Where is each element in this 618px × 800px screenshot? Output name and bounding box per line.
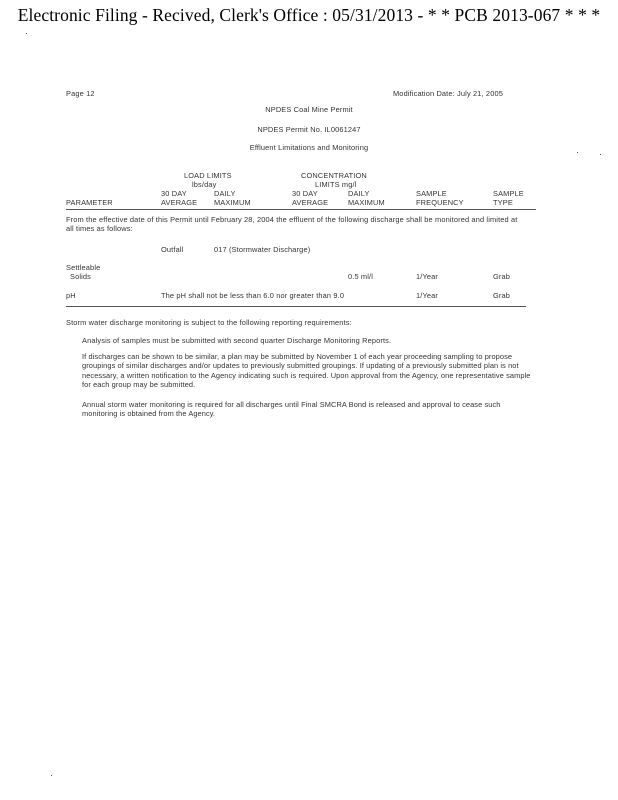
- col-conc-average: AVERAGE: [292, 198, 329, 207]
- note-paragraph-1: Analysis of samples must be submitted with second quarter Discharge Monitoring Reports.: [82, 336, 392, 345]
- load-limits-unit: lbs/day: [192, 180, 217, 189]
- col-load-30day: 30 DAY: [161, 189, 187, 198]
- col-sample-2: SAMPLE: [493, 189, 524, 198]
- permit-title: NPDES Coal Mine Permit: [265, 105, 353, 114]
- concentration-unit: LIMITS mg/l: [315, 180, 357, 189]
- page-number: Page 12: [66, 89, 95, 98]
- col-conc-maximum: MAXIMUM: [348, 198, 385, 207]
- row-frequency: 1/Year: [416, 291, 438, 300]
- intro-line-2: all times as follows:: [66, 224, 133, 233]
- col-load-daily: DAILY: [214, 189, 236, 198]
- row-type: Grab: [493, 291, 511, 300]
- row-parameter-solids: Solids: [70, 272, 92, 281]
- permit-number: NPDES Permit No. IL0061247: [257, 125, 361, 134]
- concentration-heading: CONCENTRATION: [301, 171, 367, 180]
- section-title: Effluent Limitations and Monitoring: [249, 143, 369, 152]
- note-paragraph-3: Annual storm water monitoring is required for all discharges until Final SMCRA Bond is released and approval to cease such monitoring is obtained from the Agency.: [82, 400, 501, 419]
- notes-lead: Storm water discharge monitoring is subject to the following reporting requirements:: [66, 318, 352, 327]
- row-frequency: 1/Year: [416, 272, 438, 281]
- col-frequency: FREQUENCY: [416, 198, 464, 207]
- row-parameter-ph: pH: [66, 291, 76, 300]
- col-sample-1: SAMPLE: [416, 189, 447, 198]
- scan-speck: [26, 33, 27, 34]
- col-type: TYPE: [493, 198, 513, 207]
- col-load-maximum: MAXIMUM: [214, 198, 251, 207]
- note-paragraph-2: If discharges can be shown to be similar, a plan may be submitted by November 1 of each year proceeding sampling to propose groupings of similar discharges and/or updates to previously submitted groupings. If updating of a previously submitted plan is not necessary, a written notification to the Agency indicating such is required. Upon approval from the Agency, one representative sample for each group may be submitted.: [82, 352, 531, 390]
- header-divider: [66, 209, 536, 210]
- table-bottom-divider: [66, 306, 526, 307]
- outfall-label: Outfall: [161, 245, 184, 254]
- scan-speck: [577, 152, 578, 153]
- col-parameter: PARAMETER: [66, 198, 113, 207]
- load-limits-heading: LOAD LIMITS: [184, 171, 232, 180]
- row-parameter-settleable: Settleable: [66, 263, 101, 272]
- intro-line-1: From the effective date of this Permit until February 28, 2004 the effluent of the following discharge shall be monitored and limited at: [66, 215, 518, 224]
- row-ph-description: The pH shall not be less than 6.0 nor greater than 9.0: [161, 291, 345, 300]
- row-limit: 0.5 ml/l: [348, 272, 374, 281]
- filing-stamp: Electronic Filing - Recived, Clerk's Office : 05/31/2013 - * * PCB 2013-067 * * *: [17, 5, 601, 25]
- row-type: Grab: [493, 272, 511, 281]
- modification-date: Modification Date: July 21, 2005: [393, 89, 503, 98]
- outfall-value: 017 (Stormwater Discharge): [214, 245, 311, 254]
- scan-speck: [600, 154, 601, 155]
- col-load-average: AVERAGE: [161, 198, 198, 207]
- col-conc-daily: DAILY: [348, 189, 370, 198]
- col-conc-30day: 30 DAY: [292, 189, 318, 198]
- scan-speck: [51, 775, 52, 776]
